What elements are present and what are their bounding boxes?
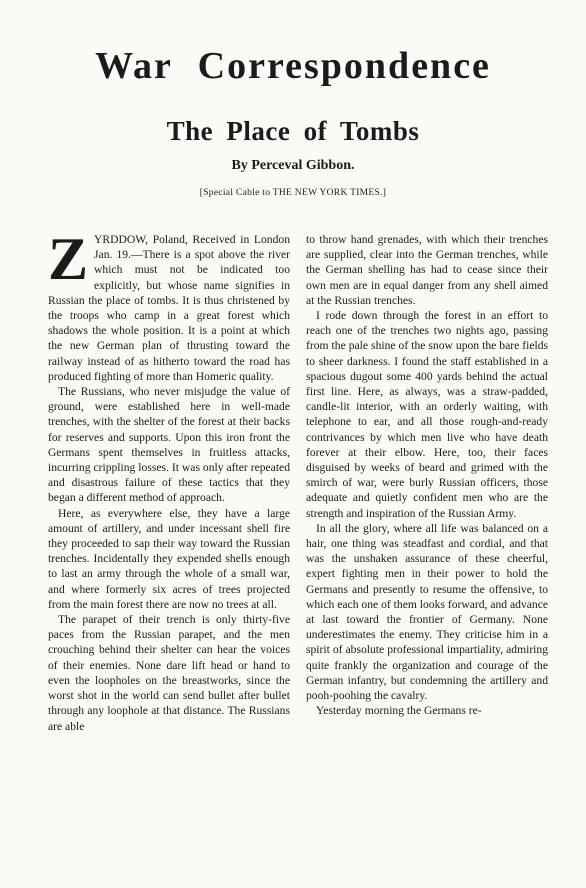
byline: By Perceval Gibbon. [231, 158, 355, 173]
paragraph-8: Yesterday morning the Germans re- [316, 704, 482, 718]
section-title: War Correspondence [95, 45, 491, 87]
drop-cap: Z [48, 226, 89, 292]
article-body [48, 226, 548, 734]
paragraph-4: The parapet of their trench is only thirty-five paces from the Russian parapet, and the men crouching behind their shelter can hear the voices of their enemies. None dare lift head or hand to even the loopholes on the breastworks, since the worst shot in the world can send bullet after bullet through any loophole at that distance. The Russians are able [48, 613, 290, 733]
dateline: [Special Cable to THE NEW YORK TIMES.] [199, 188, 387, 198]
paragraph-7: In all the glory, where all life was balanced on a hair, one thing was steadfast and cordial, and that was the unshaken assurance of these cheerful, expert fighting men in their power to hold the Germans and presently to resume the offensive, to which each one of them looks forward, and advance at last toward the frontier of Germany. None underestimates the enemy. They criticise him in a spirit of absolute professional impartiality, admiring quite frankly the organization and courage of the German infantry, but condemning the artillery and pooh-poohing the cavalry. [306, 521, 548, 703]
article-title: The Place of Tombs [166, 116, 420, 146]
paragraph-3: Here, as everywhere else, they have a large amount of artillery, and under incessant shell fire they proceeded to sap their way toward the Russian trenches. Incidentally they expended shells enough to last an army through the whole of a small war, and where formerly six acres of trees projected from the main forest there are now no trees at all. [48, 506, 290, 611]
left-column [48, 226, 290, 734]
paragraph-6: I rode down through the forest in an effort to reach one of the trenches two nights ago, passing from the pale shine of the snow upon the bare fields to sheer darkness. I found the staff established in a spacious dugout some 400 yards behind the actual first line. Here, as always, was a straw-padded, candle-lit interior, with an orderly waiting, with telephone to ear, and all those rough-and-ready contrivances by which men live who have death forever at their elbow. Here, too, their faces disguised by weeks of beard and grimed with the smirch of war, were burly Russian officers, those adequate and quietly confident men who are the strength and inspiration of the Russian Army. [306, 309, 548, 520]
paragraph-2: The Russians, who never misjudge the value of ground, were established here in well-made trenches, with the shelter of the forest at their backs for reserves and supports. Upon this iron front the Germans spent themselves in fruitless attacks, incurring crippling losses. It was only after repeated and disastrous failure of these tactics that they began a different method of approach. [48, 385, 290, 505]
paragraph-1-text: YRDDOW, Poland, Received in London Jan. 19.—There is a spot above the river which must not be indicated too explicitly, but whose name signifies in Russian the place of tombs. It is thus christened by the troops who camp in a great forest which shadows the whole position. It is a point at which the new German plan of thrusting toward the railway instead of as hitherto toward the road has produced fighting of more than Homeric quality. [48, 233, 290, 383]
paragraph-1 [48, 226, 290, 384]
right-column [306, 232, 548, 734]
paragraph-5: to throw hand grenades, with which their trenches are supplied, clear into the German trenches, while the German shelling has had to cease since their own men are in equal danger from any shell aimed at the Russian trenches. [306, 233, 548, 307]
